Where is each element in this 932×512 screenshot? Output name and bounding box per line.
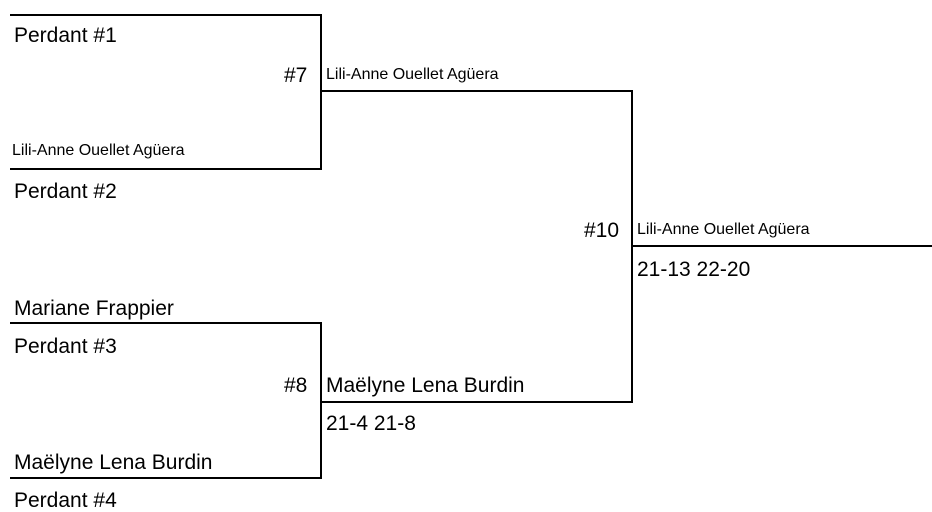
match7-bottom-line <box>10 168 322 170</box>
match8-score: 21-4 21-8 <box>326 412 416 435</box>
match7-winner: Lili-Anne Ouellet Agüera <box>326 66 499 83</box>
match7-number: #7 <box>284 64 308 87</box>
slot2-label: Perdant #2 <box>14 180 117 203</box>
slot4-winner-label: Maëlyne Lena Burdin <box>14 451 213 474</box>
slot2-winner-label: Lili-Anne Ouellet Agüera <box>12 142 185 159</box>
slot4-label: Perdant #4 <box>14 489 117 512</box>
match8-winner-line <box>320 401 633 403</box>
match8-top-line <box>10 322 322 324</box>
match10-score: 21-13 22-20 <box>637 258 751 281</box>
slot3-label: Perdant #3 <box>14 335 117 358</box>
match10-winner-line <box>631 245 932 247</box>
match10-winner: Lili-Anne Ouellet Agüera <box>637 221 810 238</box>
match7-winner-line <box>320 90 633 92</box>
match10-number: #10 <box>584 219 620 242</box>
match8-winner: Maëlyne Lena Burdin <box>326 374 525 397</box>
match7-vertical-line <box>320 14 322 170</box>
match8-number: #8 <box>284 374 308 397</box>
match8-bottom-line <box>10 477 322 479</box>
slot3-winner-label: Mariane Frappier <box>14 297 174 320</box>
slot1-label: Perdant #1 <box>14 24 117 47</box>
match7-top-line <box>10 14 322 16</box>
